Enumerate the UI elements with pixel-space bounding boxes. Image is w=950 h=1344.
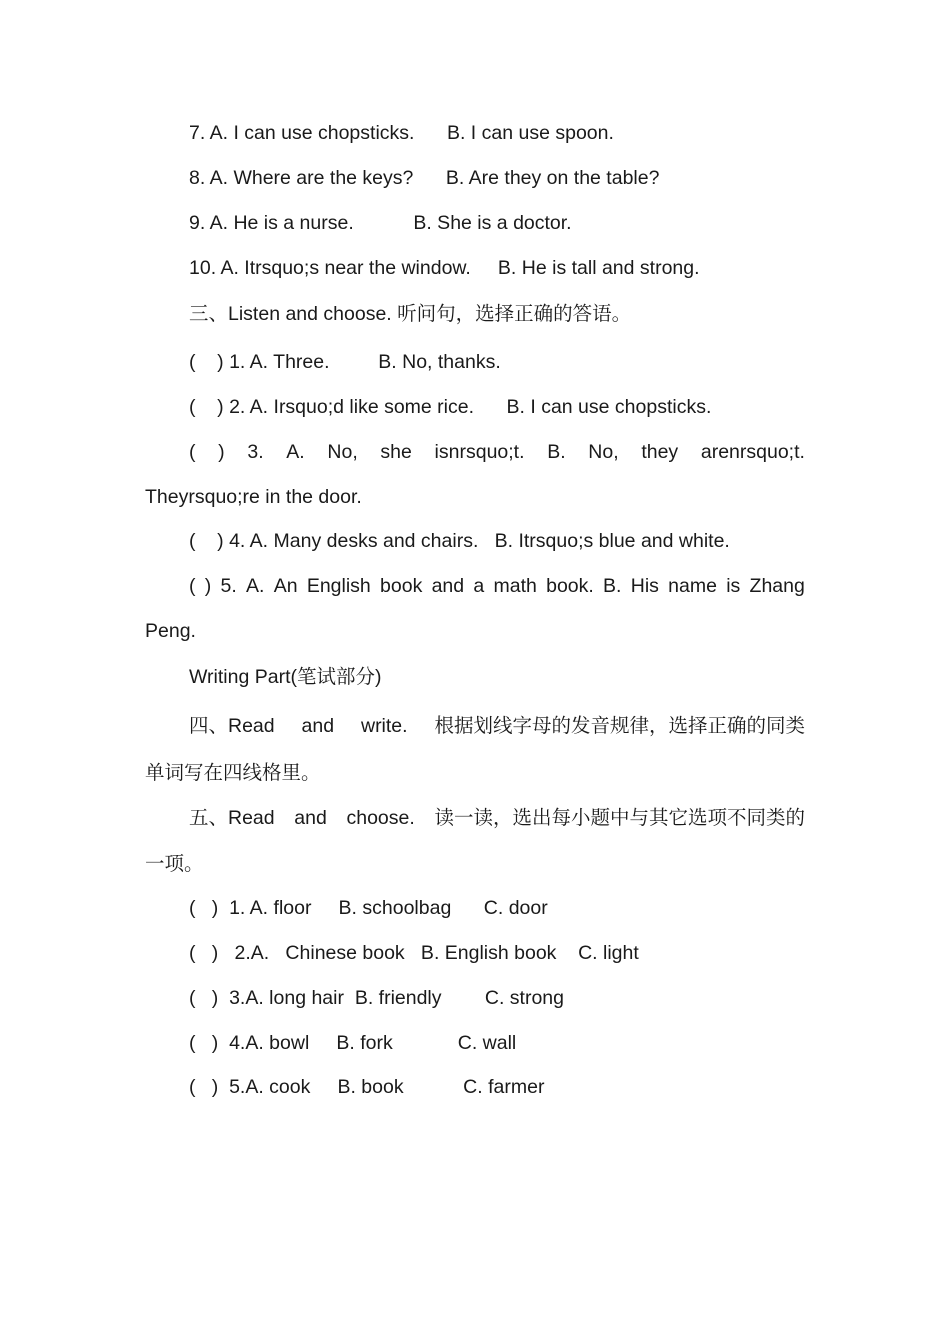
section5-item-4: ( ) 4.A. bowl B. fork C. wall [189,1032,517,1054]
section3-item-2: ( ) 2. A. Irsquo;d like some rice. B. I can use chopsticks. [189,396,712,418]
listen-item-7: 7. A. I can use chopsticks. B. I can use spoon. [189,122,614,144]
section5-item-5: ( ) 5.A. cook B. book C. farmer [189,1076,545,1098]
listen-item-8: 8. A. Where are the keys? B. Are they on the table? [189,167,660,189]
section5-item-3: ( ) 3.A. long hair B. friendly C. strong [189,987,564,1009]
section3-heading: 三、Listen and choose. 听问句，选择正确的答语。 [189,303,632,325]
section3-item-4: ( ) 4. A. Many desks and chairs. B. Itrsquo;s blue and white. [189,530,730,552]
listen-item-10: 10. A. Itrsquo;s near the window. B. He is tall and strong. [189,257,700,279]
section4-heading: 四、Read and write. 根据划线字母的发音规律，选择正确的同类 [189,715,805,737]
section3-item-3-continued: Theyrsquo;re in the door. [145,486,362,508]
section3-item-5: ( ) 5. A. An English book and a math book. B. His name is Zhang [189,575,805,597]
section5-heading: 五、Read and choose. 读一读，选出每小题中与其它选项不同类的 [189,807,805,829]
section3-item-5-continued: Peng. [145,620,196,642]
section5-item-1: ( ) 1. A. floor B. schoolbag C. door [189,897,548,919]
section5-item-2: ( ) 2.A. Chinese book B. English book C. light [189,942,639,964]
section5-heading-continued: 一项。 [145,853,204,875]
writing-part-heading: Writing Part(笔试部分) [189,666,382,688]
section4-heading-continued: 单词写在四线格里。 [145,762,321,784]
section3-item-1: ( ) 1. A. Three. B. No, thanks. [189,351,501,373]
listen-item-9: 9. A. He is a nurse. B. She is a doctor. [189,212,572,234]
section3-item-3: ( ) 3. A. No, she isnrsquo;t. B. No, they arenrsquo;t. [189,441,805,463]
